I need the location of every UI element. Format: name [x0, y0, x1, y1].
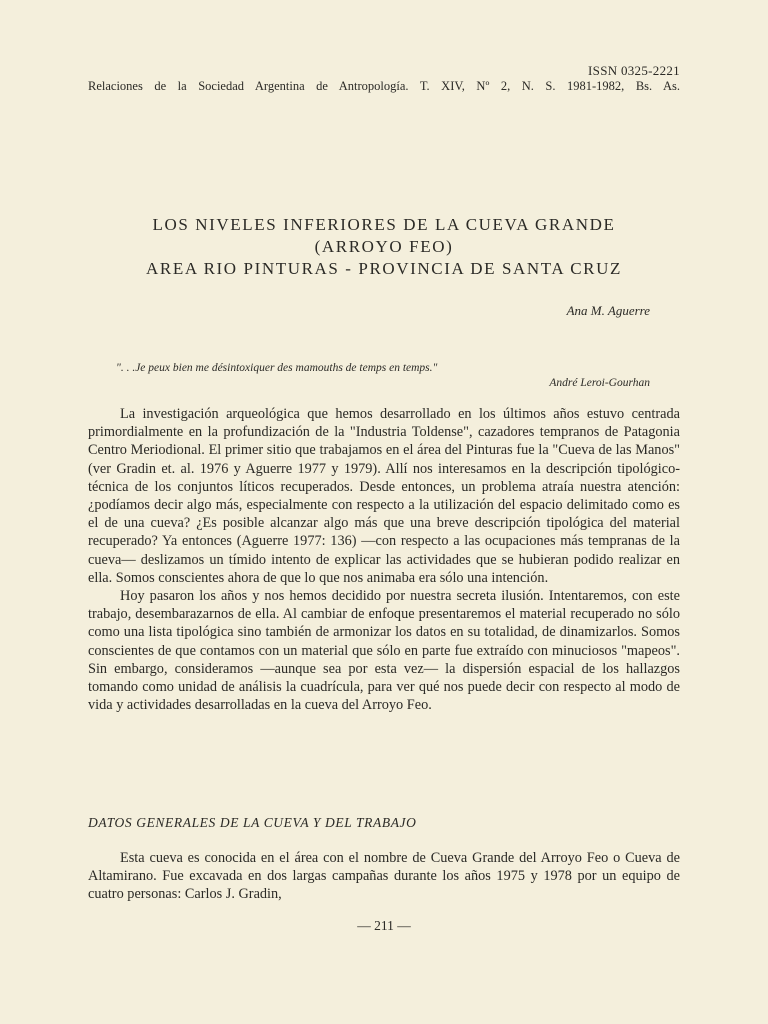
section-heading: DATOS GENERALES DE LA CUEVA Y DEL TRABAJO — [88, 815, 417, 830]
title-line-2: (ARROYO FEO) — [314, 237, 454, 256]
article-title — [80, 214, 688, 280]
body-text — [88, 405, 680, 714]
paragraph-2: Hoy pasaron los años y nos hemos decidido por nuestra secreta ilusión. Intentaremos, con este trabajo, desembarazarnos de ella. Al cambiar de enfoque presentaremos el material recuperado no sólo como una lista tipológica sino también de armonizar los datos en su totalidad, de dinamizarlos. Somos conscientes de que contamos con un material que sólo en parte fue extraído con minuciosos "mapeos". Sin embargo, consideramos —aunque sea por esta vez— la dispersión espacial de los hallazgos tomando como unidad de análisis la cuadrícula, para ver qué nos puede decir con respecto al modo de vida y actividades desarrolladas en la cueva del Arroyo Feo. — [88, 588, 680, 714]
epigraph-quote: ". . .Je peux bien me désintoxiquer des mamouths de temps en temps." — [116, 362, 438, 374]
journal-citation: Relaciones de la Sociedad Argentina de Antropología. T. XIV, Nº 2, N. S. 1981-1982, Bs. As. — [88, 79, 680, 93]
section-paragraph: Esta cueva es conocida en el área con el nombre de Cueva Grande del Arroyo Feo o Cueva de Altamirano. Fue excavada en dos largas campañas durante los años 1975 y 1978 por un equipo de cuatro personas: Carlos J. Gradin, — [88, 850, 680, 903]
paragraph-1: La investigación arqueológica que hemos desarrollado en los últimos años estuvo centrada primordialmente en la profundización de la "Industria Toldense", cazadores tempranos de Patagonia Centro Meriodional. El primer sitio que trabajamos en el área del Pinturas fue la "Cueva de las Manos" (ver Gradin et. al. 1976 y Aguerre 1977 y 1979). Allí nos interesamos en la descripción tipológico-técnica de los conjuntos líticos recuperados. Desde entonces, un problema atraía nuestra atención: ¿podíamos decir algo más, especialmente con respecto a la utilización del espacio delimitado como es el de una cueva? ¿Es posible alcanzar algo más que una breve descripción tipológica del material recuperado? Ya entonces (Aguerre 1977: 136) —con respecto a las ocupaciones más tempranas de la cueva— deslizamos un tímido intento de explicar las actividades que se hubieran podido realizar en ella. Somos conscientes ahora de que lo que nos animaba era sólo una intención. — [88, 406, 680, 586]
author-name: Ana M. Aguerre — [566, 303, 650, 318]
page-number: — 211 — — [357, 918, 411, 933]
issn-number: ISSN 0325-2221 — [588, 63, 680, 78]
epigraph-source: André Leroi-Gourhan — [549, 377, 650, 389]
epigraph — [116, 361, 650, 391]
title-line-3: AREA RIO PINTURAS - PROVINCIA DE SANTA CRUZ — [146, 259, 622, 278]
section-body — [88, 849, 680, 904]
title-line-1: LOS NIVELES INFERIORES DE LA CUEVA GRANDE — [152, 215, 616, 234]
